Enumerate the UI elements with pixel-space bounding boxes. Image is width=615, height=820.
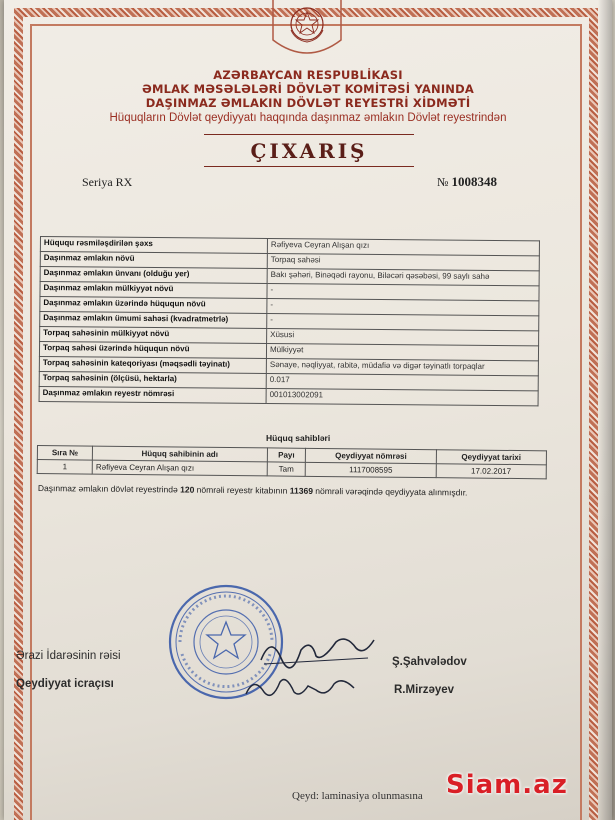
watermark-logo: Siam.az xyxy=(446,770,568,800)
registry-key: Torpaq sahəsinin mülkiyyət növü xyxy=(40,327,267,344)
note-part-1: Daşınmaz əmlakın dövlət reyestrində xyxy=(37,482,178,495)
note-part-2: nömrəli reyestr kitabının xyxy=(196,484,288,496)
header-line-2: ƏMLAK MƏSƏLƏLƏRİ DÖVLƏT KOMİTƏSİ YANINDA xyxy=(142,82,474,96)
registry-value: 001013002091 xyxy=(266,388,538,405)
owners-cell: 1 xyxy=(37,460,92,475)
owners-column-header: Sıra № xyxy=(37,446,92,461)
signatory-name-1: Ş.Şahvələdov xyxy=(392,656,467,668)
role-label-2: Qeydiyyat icraçısı xyxy=(16,678,114,690)
owners-column-header: Qeydiyyat tarixi xyxy=(436,450,546,465)
document-title: ÇIXARIŞ xyxy=(250,139,368,163)
page-number: 11369 xyxy=(289,485,314,496)
registry-key: Daşınmaz əmlakın növü xyxy=(40,252,267,269)
header-line-1: AZƏRBAYCAN RESPUBLİKASI xyxy=(213,68,403,82)
owners-column-header: Qeydiyyat nömrəsi xyxy=(306,448,436,463)
registry-value: - xyxy=(267,283,539,300)
owners-cell: 17.02.2017 xyxy=(436,464,546,479)
registry-key: Daşınmaz əmlakın ünvanı (olduğu yer) xyxy=(40,267,267,284)
registry-key: Hüququ rəsmiləşdirilən şəxs xyxy=(40,237,267,254)
photo-edge-shadow xyxy=(598,0,612,820)
registry-value: - xyxy=(267,313,539,330)
signature-1-icon xyxy=(256,630,376,670)
owners-cell: 1117008595 xyxy=(306,462,436,477)
header-subtitle: Hüquqların Dövlət qeydiyyatı haqqında daşınmaz əmlakın Dövlət reyestrindən xyxy=(109,112,507,124)
number-value: 1008348 xyxy=(451,174,497,189)
registry-value: Rəfiyeva Ceyran Alışan qızı xyxy=(267,238,539,255)
series-label: Seriya RX xyxy=(82,175,133,189)
registry-key: Daşınmaz əmlakın üzərində hüququn növü xyxy=(40,297,267,314)
note-part-3: nömrəli vərəqində qeydiyyata alınmışdır. xyxy=(315,485,468,498)
owners-table xyxy=(37,445,547,479)
book-number: 120 xyxy=(180,484,195,495)
title-rule-bottom xyxy=(204,166,414,167)
registry-key: Torpaq sahəsinin kateqoriyası (məqsədli təyinatı) xyxy=(39,356,266,373)
registry-value: - xyxy=(267,298,539,315)
registry-value: 0.017 xyxy=(266,373,538,390)
title-block xyxy=(204,132,414,170)
owners-heading: Hüquq sahibləri xyxy=(266,433,331,443)
registry-table xyxy=(39,236,540,406)
owners-cell: Tam xyxy=(267,462,306,476)
registry-value: Sənaye, nəqliyyat, rabitə, müdafiə və digər təyinatlı torpaqlar xyxy=(266,358,538,375)
registry-value: Torpaq sahəsi xyxy=(267,253,539,270)
footer-note: Qeyd: laminasiya olunmasına xyxy=(292,790,423,802)
owners-cell: Rəfiyeva Ceyran Alışan qızı xyxy=(92,460,267,476)
registry-key: Daşınmaz əmlakın reyestr nömrəsi xyxy=(39,386,266,403)
owners-column-header: Payı xyxy=(267,448,306,462)
title-rule-top xyxy=(204,134,414,135)
registry-value: Mülkiyyət xyxy=(266,343,538,360)
number-prefix: № xyxy=(437,175,449,189)
state-emblem-icon xyxy=(269,0,345,62)
signature-2-icon xyxy=(242,668,362,708)
owners-column-header: Hüquq sahibinin adı xyxy=(92,446,267,462)
header-line-3: DAŞINMAZ ƏMLAKIN DÖVLƏT REYESTRİ XİDMƏTİ xyxy=(145,96,471,110)
registry-key: Daşınmaz əmlakın ümumi sahəsi (kvadratmetrlə) xyxy=(40,312,267,329)
registry-key: Torpaq sahəsi üzərində hüququn növü xyxy=(39,342,266,359)
registry-value: Bakı şəhəri, Binəqədi rayonu, Biləcəri qəsəbəsi, 99 saylı sahə xyxy=(267,268,539,285)
signatory-name-2: R.Mirzəyev xyxy=(394,684,455,696)
role-label-1: Ərazi İdarəsinin rəisi xyxy=(16,650,121,662)
registry-value: Xüsusi xyxy=(267,328,539,345)
certificate-sheet xyxy=(4,0,612,820)
registry-key: Torpaq sahəsinin (ölçüsü, hektarla) xyxy=(39,371,266,388)
serial-number xyxy=(437,174,497,190)
registry-key: Daşınmaz əmlakın mülkiyyət növü xyxy=(40,282,267,299)
